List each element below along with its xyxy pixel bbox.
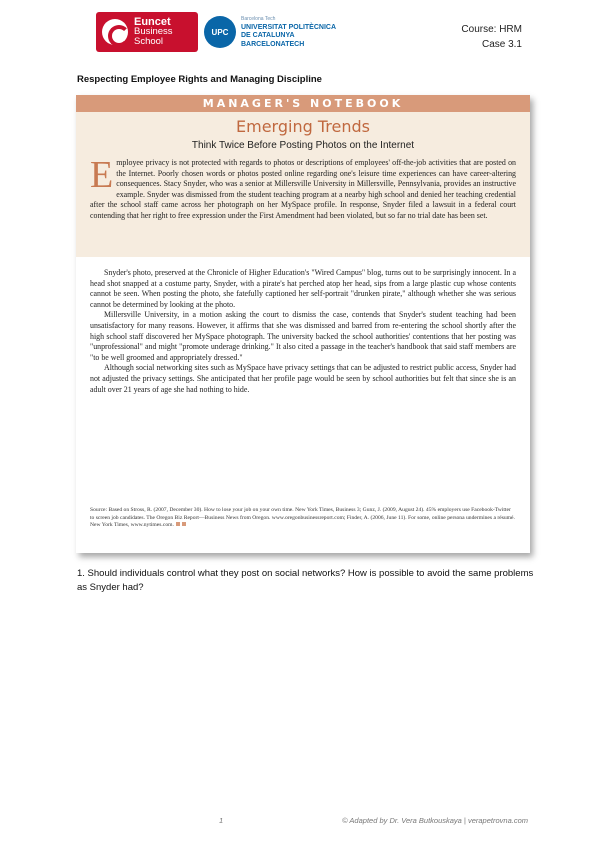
end-mark-icon	[176, 522, 180, 526]
course-label: Course: HRM	[461, 24, 522, 35]
notebook-subheading: Think Twice Before Posting Photos on the Internet	[191, 140, 415, 151]
upc-mark-icon: UPC	[204, 16, 236, 48]
intro-text: mployee privacy is not protected with regards to photos or descriptions of employees' off-the-job activities that are posted on the Internet. Poorly chosen words or photos posted online regarding one's leisure time experiences can have career-altering consequences. Stacy Snyder, who was a senior at Millersville University in Millersville, Pennsylvania, provides an instructive example. Snyder was dismissed from the student teaching program at a nearby high school and denied her teaching credential after the school staff came across her photograph on her MySpace profile. In response, Snyder filed a lawsuit in a federal court contending that her right to free expression under the First Amendment had been violated, but so far no trial date has been set.	[90, 158, 516, 220]
euncet-logo-line3: School	[134, 36, 164, 47]
document-title: Respecting Employee Rights and Managing Discipline	[77, 74, 322, 85]
notebook-header-panel	[76, 95, 530, 257]
notebook-body	[90, 268, 516, 395]
page-number: 1	[219, 816, 224, 825]
euncet-logo-line2: Business	[134, 26, 173, 37]
case-label: Case 3.1	[481, 39, 522, 50]
footer-credit: © Adapted by Dr. Vera Butkouskaya | verapetrovna.com	[342, 816, 528, 825]
managers-notebook-figure	[76, 95, 530, 553]
source-text: Source: Based on Stross, R. (2007, December 30). How to lose your job on your own time. New York Times, Business 3; Gunz, J. (2009, August 24). 45% employers use Facebook-Twitter to screen job candidates. The Oregon Biz Report—Business News from Oregon. www.oregonbusinessreport.com; Finder, A. (2006, June 11). For some, online persona undermines a résumé. New York Times, www.nytimes.com.	[90, 507, 515, 528]
upc-logo	[204, 12, 354, 52]
euncet-logo	[96, 12, 198, 52]
upc-logo-line0: Barcelona Tech	[241, 16, 276, 22]
course-info	[461, 22, 522, 52]
upc-logo-line3: BARCELONATECH	[241, 40, 305, 48]
body-paragraph: Snyder's photo, preserved at the Chronicle of Higher Education's "Wired Campus" blog, turns out to be surprisingly innocent. In a head shot snapped at a costume party, Snyder, with a pirate's hat perched atop her head, sips from a large plastic cup whose contents cannot be seen. When posting the photo, she fatefully captioned her self-portrait "drunken pirate," although whether she was serious cannot be determined by looking at the photo.	[90, 268, 516, 309]
upc-logo-line2: DE CATALUNYA	[241, 32, 295, 39]
notebook-source	[90, 507, 516, 530]
notebook-band: MANAGER'S NOTEBOOK	[76, 95, 530, 112]
notebook-heading: Emerging Trends	[236, 117, 370, 136]
dropcap: E	[90, 154, 114, 196]
question-1: 1. Should individuals control what they post on social networks? How is possible to avoid the same problems as Snyder had?	[77, 568, 534, 593]
end-mark-icon	[182, 522, 186, 526]
body-paragraph: Millersville University, in a motion asking the court to dismiss the case, contends that Snyder's student teaching had been unsatisfactory for many reasons. However, it affirms that she was dismissed and barred from re-entering the school shortly after the high school staff discovered her MySpace photograph. The university backed the school authorities' contentions that her posting was "unprofessional" and might "promote underage drinking." It also cited a passage in the teacher's handbook that said staff members are "to be well groomed and appropriately dressed."	[90, 310, 516, 362]
euncet-mark-icon	[102, 19, 128, 45]
euncet-logo-line1: Euncet	[134, 16, 171, 28]
notebook-intro	[90, 154, 516, 222]
upc-logo-line1: UNIVERSITAT POLITÈCNICA	[241, 23, 337, 31]
body-paragraph: Although social networking sites such as MySpace have privacy settings that can be adjusted to restrict public access, Snyder had not adjusted the privacy settings. She anticipated that her profile page would be seen by school authorities but felt that since she is an adult over 21 years of age she had nothing to hide.	[90, 363, 516, 394]
